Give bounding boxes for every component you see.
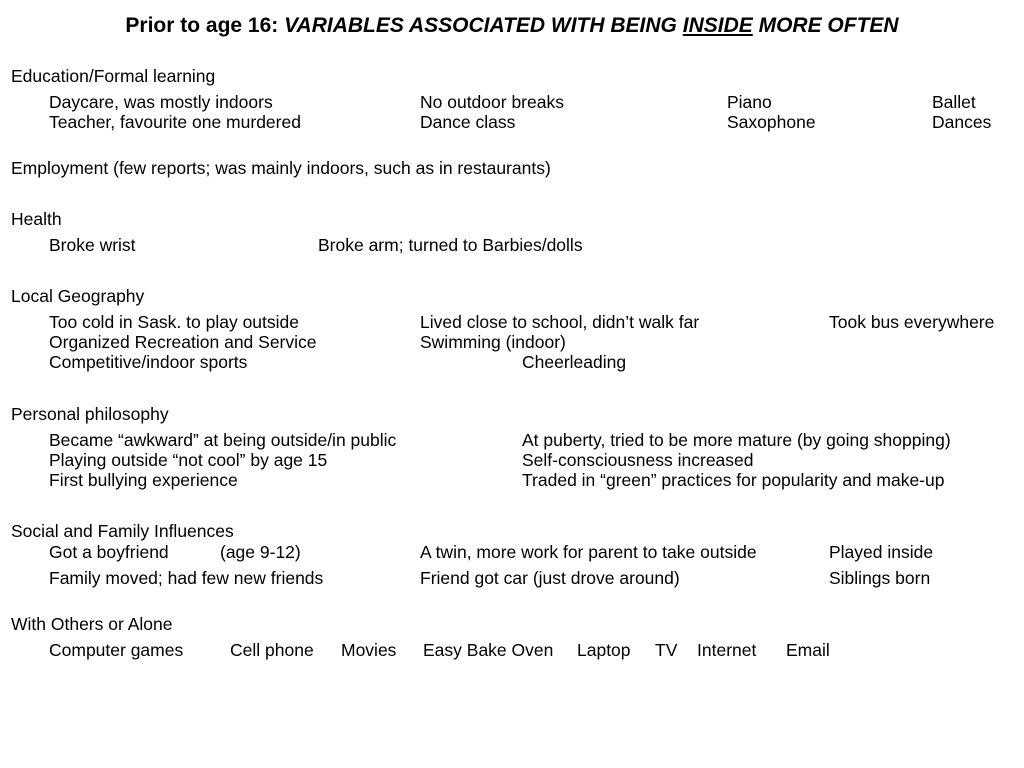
list-item: (age 9-12) — [220, 542, 301, 562]
list-item: TV — [655, 640, 678, 660]
list-item: Lived close to school, didn’t walk far — [420, 312, 700, 332]
list-item: Cheerleading — [522, 352, 627, 372]
title-underlined: INSIDE — [682, 14, 753, 37]
list-item: Saxophone — [727, 112, 816, 132]
list-item: Too cold in Sask. to play outside — [49, 312, 300, 332]
title-part1: VARIABLES ASSOCIATED WITH BEING — [284, 14, 683, 37]
title-part2: MORE OFTEN — [752, 14, 899, 37]
list-item: Dances — [932, 112, 992, 132]
list-item: Self-consciousness increased — [522, 450, 754, 470]
list-item: Competitive/indoor sports — [49, 352, 248, 372]
section-heading-education: Education/Formal learning — [11, 66, 216, 86]
list-item: Became “awkward” at being outside/in public — [49, 430, 397, 450]
title-prefix: Prior to age 16: — [125, 14, 285, 37]
list-item: Friend got car (just drove around) — [420, 568, 680, 588]
section-heading-others: With Others or Alone — [11, 614, 173, 634]
list-item: Internet — [697, 640, 757, 660]
section-heading-employment: Employment (few reports; was mainly indoors, such as in restaurants) — [11, 158, 551, 178]
section-heading-geography: Local Geography — [11, 286, 145, 306]
list-item: Cell phone — [230, 640, 314, 660]
list-item: Email — [786, 640, 830, 660]
list-item: Piano — [727, 92, 772, 112]
section-heading-social: Social and Family Influences — [11, 521, 234, 541]
section-heading-health: Health — [11, 209, 62, 229]
list-item: Laptop — [577, 640, 631, 660]
list-item: Easy Bake Oven — [423, 640, 554, 660]
list-item: First bullying experience — [49, 470, 238, 490]
list-item: Ballet — [932, 92, 976, 112]
list-item: Dance class — [420, 112, 516, 132]
list-item: Movies — [341, 640, 397, 660]
list-item: Played inside — [829, 542, 934, 562]
list-item: Organized Recreation and Service — [49, 332, 317, 352]
list-item: Broke arm; turned to Barbies/dolls — [318, 235, 583, 255]
list-item: Got a boyfriend — [49, 542, 169, 562]
list-item: Teacher, favourite one murdered — [49, 112, 301, 132]
section-heading-philosophy: Personal philosophy — [11, 404, 169, 424]
list-item: Traded in “green” practices for popularity and make-up — [522, 470, 945, 490]
list-item: At puberty, tried to be more mature (by going shopping) — [522, 430, 951, 450]
list-item: Siblings born — [829, 568, 931, 588]
list-item: Computer games — [49, 640, 184, 660]
list-item: No outdoor breaks — [420, 92, 564, 112]
list-item: Swimming (indoor) — [420, 332, 566, 352]
list-item: Playing outside “not cool” by age 15 — [49, 450, 328, 470]
list-item: A twin, more work for parent to take outside — [420, 542, 757, 562]
list-item: Daycare, was mostly indoors — [49, 92, 273, 112]
slide-title — [0, 12, 1024, 40]
list-item: Broke wrist — [49, 235, 136, 255]
list-item: Took bus everywhere — [829, 312, 995, 332]
list-item: Family moved; had few new friends — [49, 568, 324, 588]
